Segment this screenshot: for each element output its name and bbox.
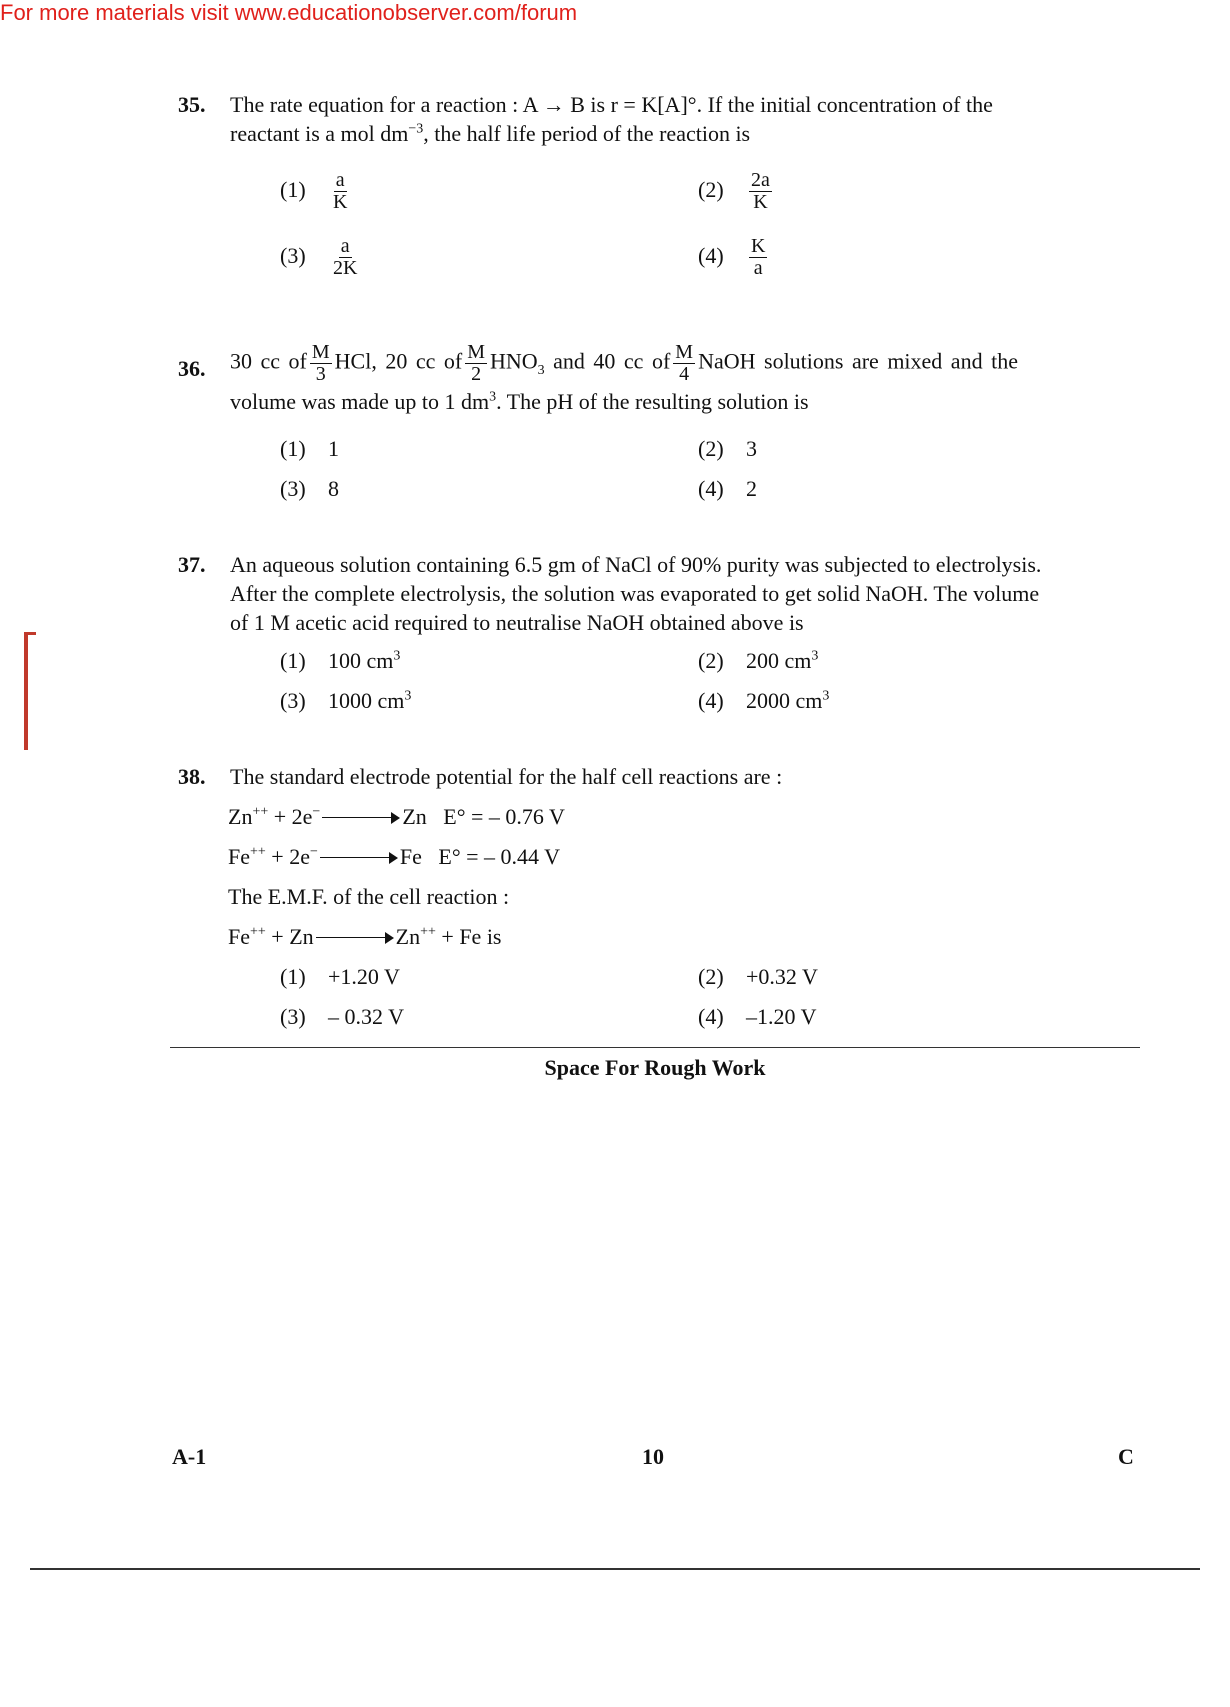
- question-number: 38.: [178, 764, 206, 789]
- reaction-arrow: [322, 812, 400, 824]
- option-1: (1) +1.20 V: [280, 964, 400, 989]
- half-reaction-iron: Fe++ + 2e− Fe E° = – 0.44 V: [228, 844, 561, 869]
- divider: [170, 1047, 1140, 1048]
- question-line: The rate equation for a reaction : A → B is r = K[A]°. If the initial concentration of the: [230, 92, 993, 117]
- margin-bracket-mark: [24, 632, 28, 750]
- question-number: 37.: [178, 552, 206, 577]
- footer-left: A-1: [172, 1444, 207, 1469]
- question-line: An aqueous solution containing 6.5 gm of NaCl of 90% purity was subjected to electrolysis.: [230, 552, 1042, 577]
- question-line: After the complete electrolysis, the solution was evaporated to get solid NaOH. The volume: [230, 581, 1040, 606]
- option-4: (4) –1.20 V: [698, 1004, 817, 1029]
- option-2: (2) 200 $cm^3$: [698, 648, 819, 673]
- option-4: (4) $\frac{K}{a}$: [698, 235, 766, 279]
- option-3: (3) 1000 $cm^3$: [280, 688, 412, 713]
- question-line: 30 cc of $\frac{M}{3}$ HCl, 20 cc of $\frac{M}{2}$ $HNO_3$ and 40 cc of $\frac{M}{4}$ NaOH solutions are mixed and the: [230, 341, 1018, 385]
- question-37: [178, 550, 1178, 650]
- emf-prompt: The E.M.F. of the cell reaction :: [228, 884, 510, 909]
- question-line: of 1 M acetic acid required to neutralise NaOH obtained above is: [230, 610, 804, 635]
- rough-work-heading: Space For Rough Work: [544, 1055, 766, 1080]
- option-4: (4) 2: [698, 476, 757, 501]
- page-number: 10: [642, 1444, 664, 1469]
- question-line: The standard electrode potential for the half cell reactions are :: [230, 764, 783, 789]
- cell-reaction: Fe++ + Zn Zn++ + Fe is: [228, 924, 502, 949]
- question-text: [230, 341, 1178, 416]
- question-36: [178, 341, 1178, 432]
- website-banner: For more materials visit www.educationobserver.com/forum: [0, 0, 578, 25]
- option-1: (1) 1: [280, 436, 339, 461]
- question-number: 36.: [178, 356, 206, 381]
- option-1: (1) 100 $cm^3$: [280, 648, 401, 673]
- option-2: (2) +0.32 V: [698, 964, 818, 989]
- footer-right: C: [1118, 1444, 1134, 1469]
- question-text: [230, 90, 1178, 148]
- reaction-arrow: [316, 932, 394, 944]
- question-line: reactant is a mol $dm^{-3}$, the half life period of the reaction is: [230, 121, 751, 146]
- option-3: (3) – 0.32 V: [280, 1004, 404, 1029]
- option-3: (3) 8: [280, 476, 339, 501]
- question-line: volume was made up to 1 $dm^3$. The pH of the resulting solution is: [230, 389, 809, 414]
- question-text: [230, 762, 1178, 791]
- question-number: 35.: [178, 92, 206, 117]
- option-2: (2) $\frac{2a}{K}$: [698, 169, 770, 213]
- bottom-divider: [30, 1568, 1200, 1570]
- option-4: (4) 2000 $cm^3$: [698, 688, 830, 713]
- option-3: (3) $\frac{a}{2K}$: [280, 235, 358, 279]
- question-38: [178, 762, 1178, 792]
- half-reaction-zinc: Zn++ + 2e− Zn E° = – 0.76 V: [228, 804, 565, 829]
- option-2: (2) 3: [698, 436, 757, 461]
- reaction-arrow: [320, 852, 398, 864]
- question-text: [230, 550, 1178, 637]
- option-1: (1) $\frac{a}{K}$: [280, 169, 348, 213]
